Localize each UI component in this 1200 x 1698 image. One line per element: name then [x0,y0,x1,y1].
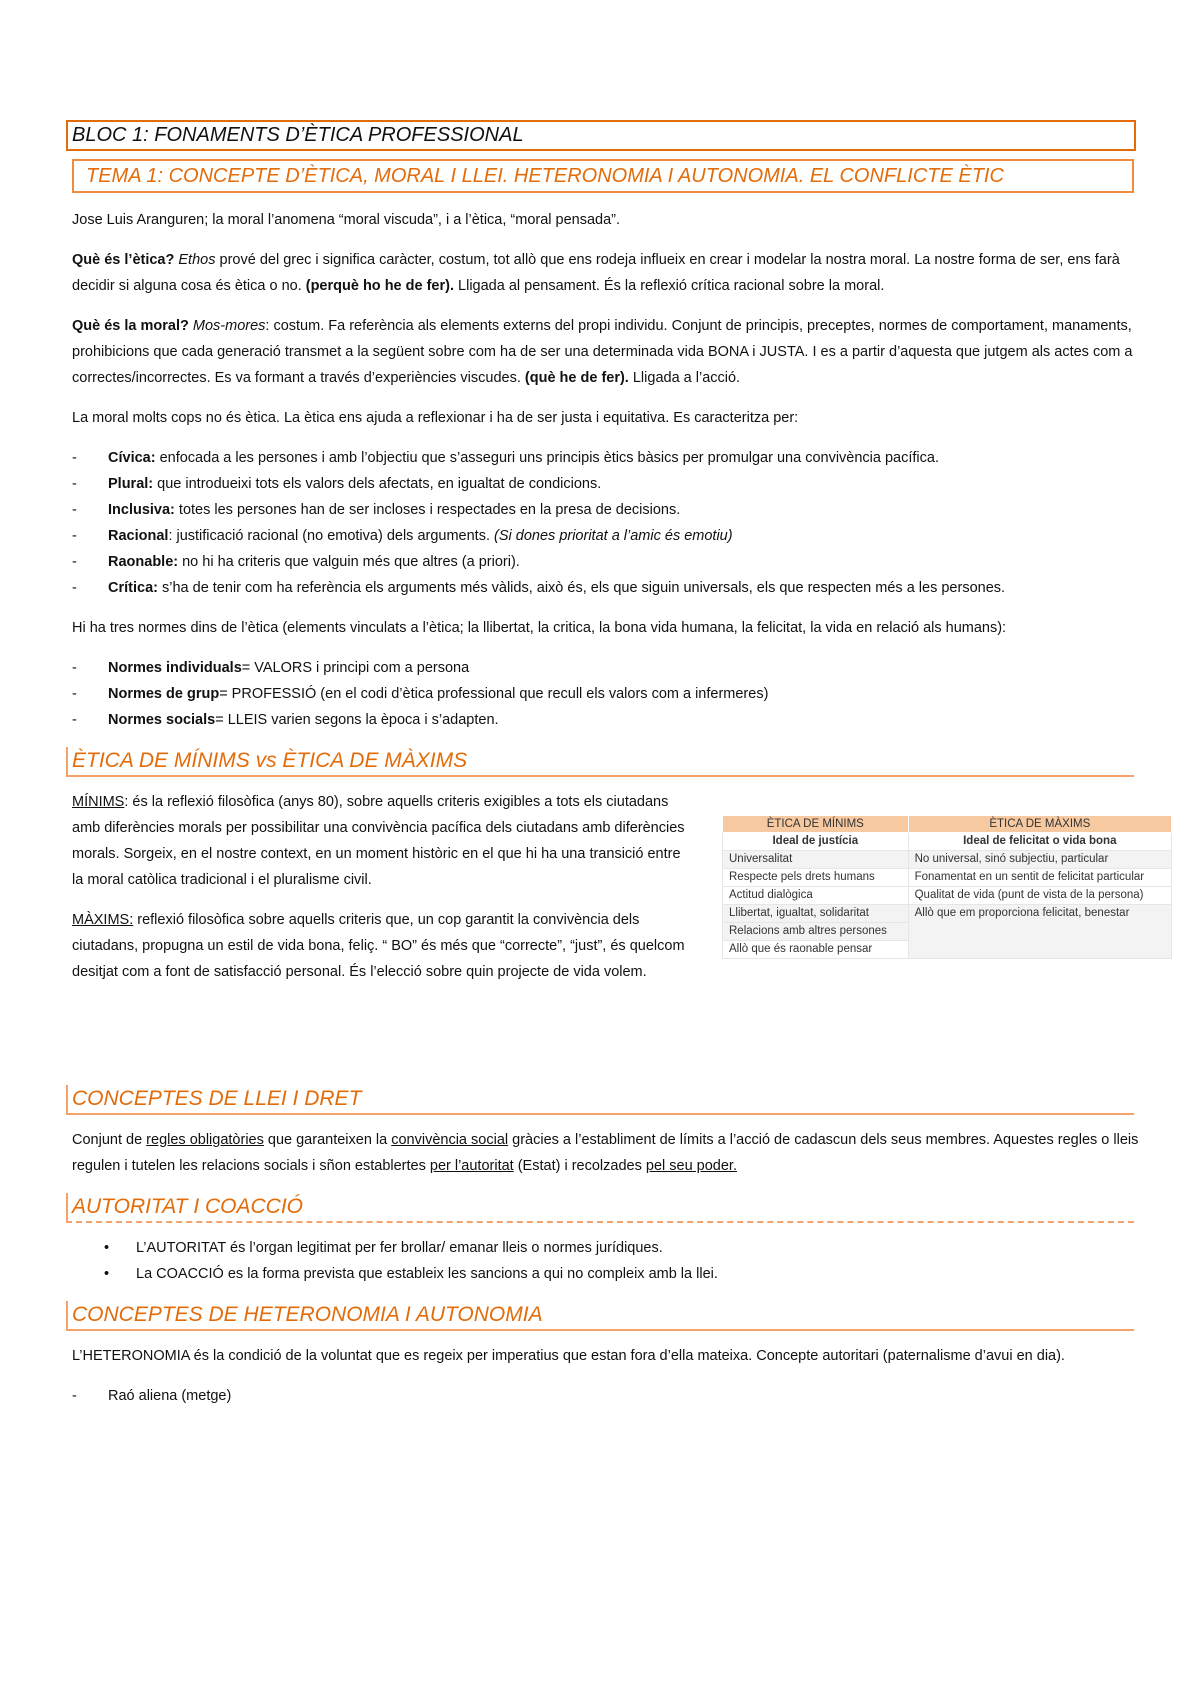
table-cell: Respecte pels drets humans [723,869,909,887]
item-term: Normes individuals [108,660,242,676]
tema-heading: TEMA 1: CONCEPTE D’ÈTICA, MORAL I LLEI. HETERONOMIA I AUTONOMIA. EL CONFLICTE ÈTIC [72,159,1134,193]
table-cell: Fonamentat en un sentit de felicitat particular [908,869,1171,887]
item-term: Crítica: [108,580,158,596]
llei-text: Conjunt de [72,1132,147,1148]
item-term: Inclusiva: [108,502,175,518]
item-text: no hi ha criteris que valguin més que altres (a priori). [178,554,520,570]
llei-text: (Estat) i recolzades [513,1158,646,1174]
table-cell: Relacions amb altres persones [723,923,909,941]
item-term: Plural: [108,476,154,492]
bloc-heading: BLOC 1: FONAMENTS D’ÈTICA PROFESSIONAL [66,120,1136,151]
item-term: Normes socials [108,712,216,728]
item-text: = LLEIS varien segons la època i s’adapten. [215,712,499,728]
minims-term: MÍNIMS [72,794,125,810]
caracteritza-paragraph: La moral molts cops no és ètica. La ètica ens ajuda a reflexionar i ha de ser justa i equitativa. Es caracteritza per: [72,410,799,426]
autoritat-list [72,1235,1140,1287]
item-term: Racional [108,528,169,544]
heading-heteronomia: CONCEPTES DE HETERONOMIA I AUTONOMIA [66,1301,1134,1331]
table-cell: Allò que és raonable pensar [723,941,909,959]
etica-text-2: Lligada al pensament. És la reflexió crítica racional sobre la moral. [454,278,885,294]
item-text: enfocada a les persones i amb l’objectiu que s’asseguri uns principis ètics bàsics per promulgar una convivència pacífica. [155,450,939,466]
caracteristiques-list [72,445,1140,601]
item-text: = VALORS i principi com a persona [241,660,470,676]
table-subheader-row [723,833,1172,851]
minims-maxims-text [72,789,692,999]
table-cell: Actitud dialògica [723,887,909,905]
heteronomia-paragraph: L’HETERONOMIA és la condició de la voluntat que es regeix per imperatius que estan fora d’ella mateixa. Concepte autoritari (paternalisme d’avui en dia). [72,1348,1065,1364]
document-content [72,120,1145,1423]
moral-text-1: : costum. Fa referència als elements externs del propi individu. Conjunt de principis, preceptes, normes de comportament, manaments, prohibicions que cada generació transmet a la següent sobre com ha de ser una determinada vida BONA i JUSTA. I es a partir d’aquesta que jutgem als actes com a correctes/incorrectes. Es va formant a través d’experiències viscudes. [72,318,1133,386]
list-item [72,655,1140,681]
normes-intro: Hi ha tres normes dins de l’ètica (elements vinculats a l’ètica; la llibertat, la critica, la bona vida humana, la felicitat, la vida en relació als humans): [72,620,1007,636]
list-item [72,445,1140,471]
table-header-row [723,816,1172,833]
table-cell: Llibertat, igualtat, solidaritat [723,905,909,923]
table-cell: Qualitat de vida (punt de vista de la persona) [908,887,1171,905]
minims-paragraph [72,789,692,893]
etica-ethos: Ethos [178,252,216,268]
item-term: Raonable: [108,554,179,570]
etica-bold: (perquè ho he de fer). [305,278,454,294]
etica-paragraph [72,247,1140,299]
normes-list [72,655,1140,733]
table-row [723,851,1172,869]
item-term: Normes de grup [108,686,220,702]
table-cell: Allò que em proporciona felicitat, benestar [908,905,1171,959]
heading-minims-maxims: ÈTICA DE MÍNIMS vs ÈTICA DE MÀXIMS [66,747,1134,777]
moral-question: Què és la moral? [72,318,189,334]
etica-text-1: prové del grec i significa caràcter, costum, tot allò que ens rodeja influeix en crear i modelar la nostra moral. La nostre forma de ser, ens farà decidir si alguna cosa és ètica o no. [72,252,1120,294]
item-italic: (Si dones prioritat a l’amic és emotiu) [494,528,733,544]
list-item: • La COACCIÓ es la forma prevista que estableix les sancions a qui no compleix amb la llei. [72,1261,1140,1287]
minims-text: : és la reflexió filosòfica (anys 80), sobre aquells criteris exigibles a tots els ciutadans amb diferències morals per possibilitar una convivència pacífica dels ciutadans amb diferències morals. Sorgeix, en el nostre context, en un moment històric en el que hi ha una transició entre la moral catòlica tradicional i el pluralisme civil. [72,794,685,888]
heading-llei-dret: CONCEPTES DE LLEI I DRET [66,1085,1134,1115]
item-term: Cívica: [108,450,156,466]
item-text: : justificació racional (no emotiva) dels arguments. [168,528,495,544]
list-item: - Raó aliena (metge) [72,1383,1140,1409]
item-text: = PROFESSIÓ (en el codi d’ètica professional que recull els valors com a infermeres) [219,686,769,702]
llei-text: que garanteixen la [263,1132,392,1148]
llei-underline: convivència social [391,1132,509,1148]
table-subheader: Ideal de justícia [723,833,909,851]
maxims-paragraph [72,907,692,985]
moral-bold: (què he de fer). [524,370,629,386]
minims-maxims-table [722,815,1172,959]
llei-paragraph [72,1127,1140,1179]
etica-question: Què és l’ètica? [72,252,175,268]
item-text: totes les persones han de ser incloses i respectades en la presa de decisions. [174,502,681,518]
list-item [72,575,1140,601]
maxims-term: MÀXIMS: [72,912,134,928]
table-row [723,905,1172,923]
list-item [72,523,1140,549]
heteronomia-list [72,1383,1140,1409]
table-row [723,869,1172,887]
list-item: • L’AUTORITAT és l’organ legitimat per fer brollar/ emanar lleis o normes jurídiques. [72,1235,1140,1261]
llei-underline: regles obligatòries [146,1132,264,1148]
list-item [72,471,1140,497]
list-item [72,681,1140,707]
moral-text-2: Lligada a l’acció. [628,370,741,386]
moral-paragraph [72,313,1140,391]
maxims-text: reflexió filosòfica sobre aquells criteris que, un cop garantit la convivència dels ciutadans, propugna un estil de vida bona, feliç. “ BO” és més que “correcte”, “just”, és quelcom desitjat com a font de satisfacció personal. És l’elecció sobre quin projecte de vida volem. [72,912,685,980]
table-subheader: Ideal de felicitat o vida bona [908,833,1171,851]
item-text: que introdueixi tots els valors dels afectats, en igualtat de condicions. [153,476,602,492]
table-cell: Universalitat [723,851,909,869]
llei-text: gràcies a l’establiment de límits a l’acció de cadascun dels seus membres. Aquestes regles o lleis regulen i tutelen les relacions socials i sñon establertes [72,1132,1139,1174]
list-item [72,497,1140,523]
intro-paragraph: Jose Luis Aranguren; la moral l’anomena “moral viscuda”, i a l’ètica, “moral pensada”. [72,212,621,228]
item-text: s’ha de tenir com ha referència els arguments més vàlids, això és, els que siguin universals, els que respecten més a les persones. [157,580,1006,596]
minims-maxims-section [72,789,1145,1079]
list-item [72,549,1140,575]
list-item [72,707,1140,733]
llei-underline: per l’autoritat [429,1158,514,1174]
heading-autoritat: AUTORITAT I COACCIÓ [66,1193,1134,1223]
llei-underline: pel seu poder. [645,1158,737,1174]
table-cell: No universal, sinó subjectiu, particular [908,851,1171,869]
table-row [723,887,1172,905]
table-header: ÈTICA DE MÀXIMS [908,816,1171,833]
table-header: ÈTICA DE MÍNIMS [723,816,909,833]
moral-mos: Mos-mores [192,318,266,334]
